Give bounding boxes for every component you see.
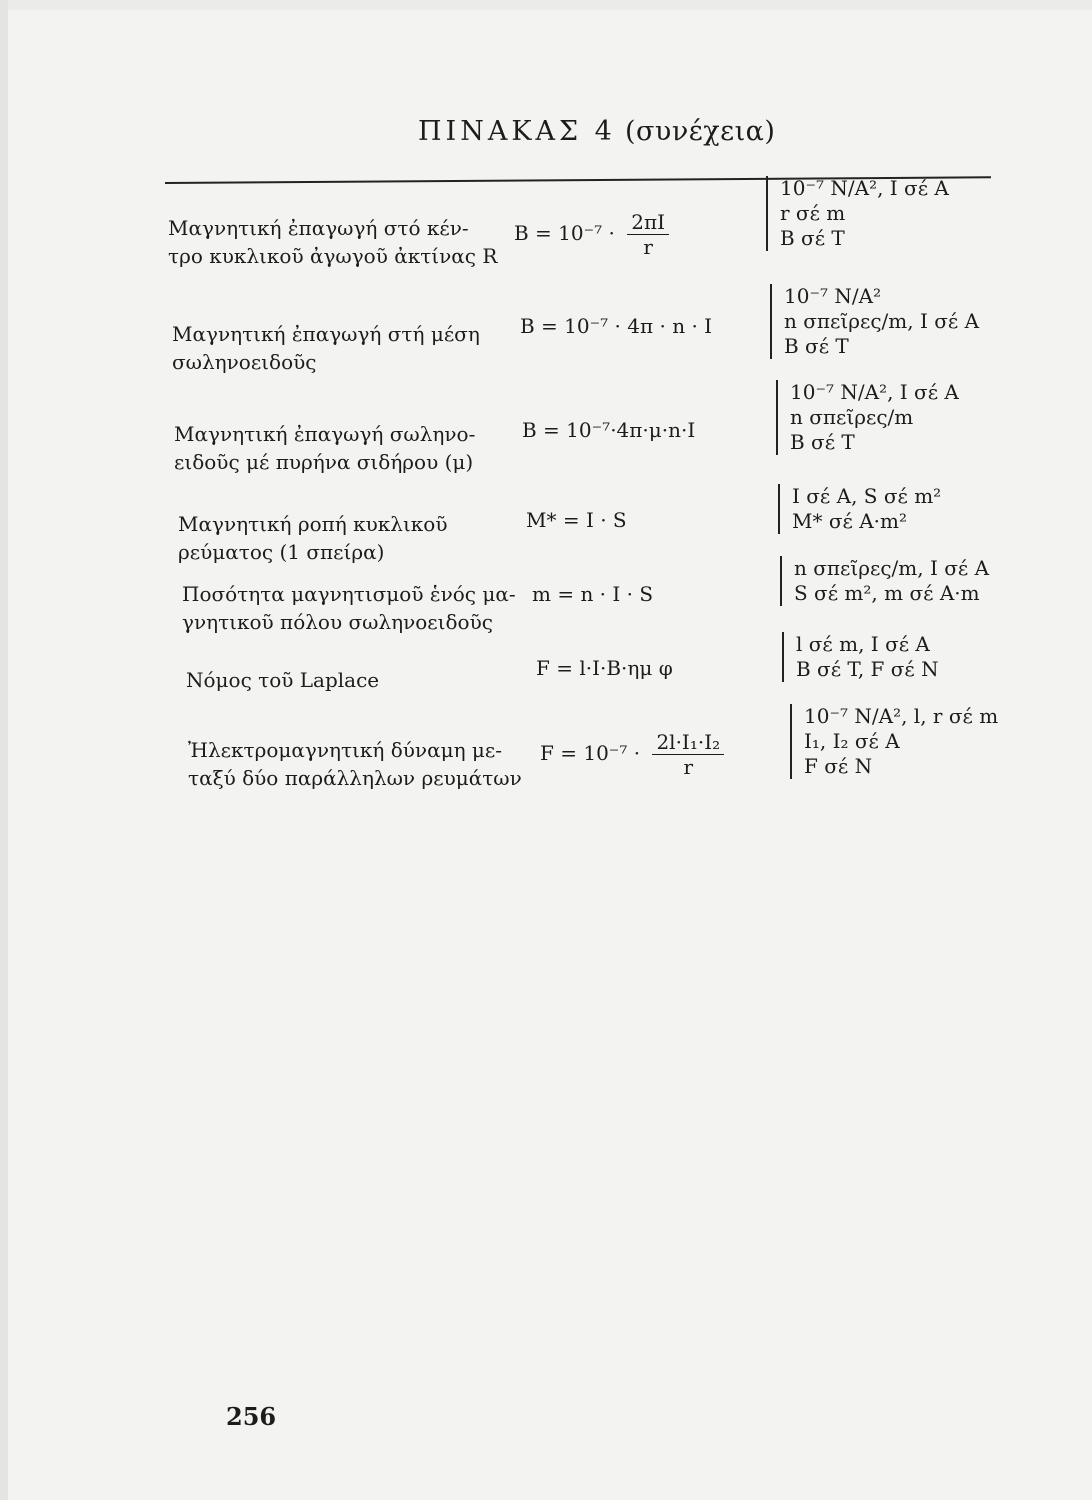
units-line: n σπεῖρες/m	[790, 405, 914, 429]
row-formula	[526, 506, 627, 534]
row-units	[790, 704, 998, 779]
description-line: σωληνοειδοῦς	[172, 350, 317, 374]
units-line: I σέ A, S σέ m²	[792, 484, 942, 508]
units-line: 10⁻⁷ N/A²	[784, 284, 882, 308]
row-formula	[520, 312, 712, 340]
description-line: ειδοῦς μέ πυρήνα σιδήρου (μ)	[174, 450, 474, 474]
units-line: B σέ T	[790, 430, 855, 454]
units-line: r σέ m	[780, 201, 846, 225]
units-line: 10⁻⁷ N/A², I σέ A	[790, 380, 959, 404]
row-description	[174, 420, 475, 476]
row-description	[188, 736, 522, 792]
fraction-numerator: 2l·I₁·I₂	[652, 730, 724, 755]
units-line: B σέ T	[784, 334, 849, 358]
formula-fraction	[652, 730, 724, 779]
row-formula	[514, 210, 669, 259]
fraction-denominator: r	[683, 755, 694, 779]
description-line: ταξύ δύο παράλληλων ρευμάτων	[188, 766, 522, 790]
row-formula	[536, 654, 673, 682]
row-units	[782, 632, 939, 682]
row-description	[168, 214, 497, 270]
units-line: n σπεῖρες/m, I σέ A	[784, 309, 980, 333]
row-description	[182, 580, 516, 636]
units-line: n σπεῖρες/m, I σέ A	[794, 556, 990, 580]
row-description	[186, 666, 379, 694]
row-formula	[522, 416, 695, 444]
table-title	[418, 116, 775, 147]
row-units	[780, 556, 989, 606]
formula-fraction	[627, 210, 669, 259]
units-line: I₁, I₂ σέ A	[804, 729, 900, 753]
description-line: Μαγνητική ἐπαγωγή στή μέση	[172, 322, 480, 346]
units-line: l σέ m, I σέ A	[796, 632, 930, 656]
description-line: Ποσότητα μαγνητισμοῦ ἑνός μα-	[182, 582, 516, 606]
table-title-continued: (συνέχεια)	[624, 116, 776, 147]
page-edge-left	[0, 0, 8, 1500]
formula-text: B = 10⁻⁷ ·	[514, 221, 615, 245]
row-units	[770, 284, 979, 359]
formula-text: F = 10⁻⁷ ·	[540, 741, 641, 765]
description-line: Μαγνητική ἐπαγωγή στό κέν-	[168, 216, 469, 240]
page-number: 256	[226, 1402, 277, 1431]
description-line: Μαγνητική ἐπαγωγή σωληνο-	[174, 422, 476, 446]
formula-text: m = n · I · S	[532, 582, 654, 606]
fraction-numerator: 2πI	[627, 210, 669, 235]
description-line: Μαγνητική ροπή κυκλικοῦ	[178, 512, 448, 536]
page-edge	[0, 0, 1092, 10]
units-line: 10⁻⁷ N/A², l, r σέ m	[804, 704, 999, 728]
row-formula	[540, 730, 724, 779]
units-line: B σέ T, F σέ N	[796, 657, 939, 681]
formula-text: F = l·I·B·ημ φ	[536, 656, 673, 680]
formula-text: B = 10⁻⁷ · 4π · n · I	[520, 314, 713, 338]
units-line: F σέ N	[804, 754, 873, 778]
description-line: Νόμος τοῦ Laplace	[186, 668, 380, 692]
units-line: S σέ m², m σέ A·m	[794, 581, 980, 605]
description-line: ρεύματος (1 σπείρα)	[178, 540, 385, 564]
description-line: Ἠλεκτρομαγνητική δύναμη με-	[188, 738, 503, 762]
row-description	[172, 320, 480, 376]
row-formula	[532, 580, 653, 608]
description-line: γνητικοῦ πόλου σωληνοειδοῦς	[182, 610, 493, 634]
row-description	[178, 510, 447, 566]
formula-text: B = 10⁻⁷·4π·μ·n·I	[522, 418, 696, 442]
fraction-denominator: r	[643, 235, 653, 259]
units-line: 10⁻⁷ N/A², I σέ A	[780, 176, 949, 200]
units-line: B σέ T	[780, 226, 845, 250]
description-line: τρο κυκλικοῦ ἀγωγοῦ ἀκτίνας R	[168, 244, 498, 268]
formula-text: M* = I · S	[526, 508, 627, 532]
table-title-main: ΠΙΝΑΚΑΣ 4	[418, 116, 616, 147]
row-units	[776, 380, 959, 455]
row-units	[778, 484, 941, 534]
row-units	[766, 176, 949, 251]
units-line: M* σέ A·m²	[792, 509, 907, 533]
